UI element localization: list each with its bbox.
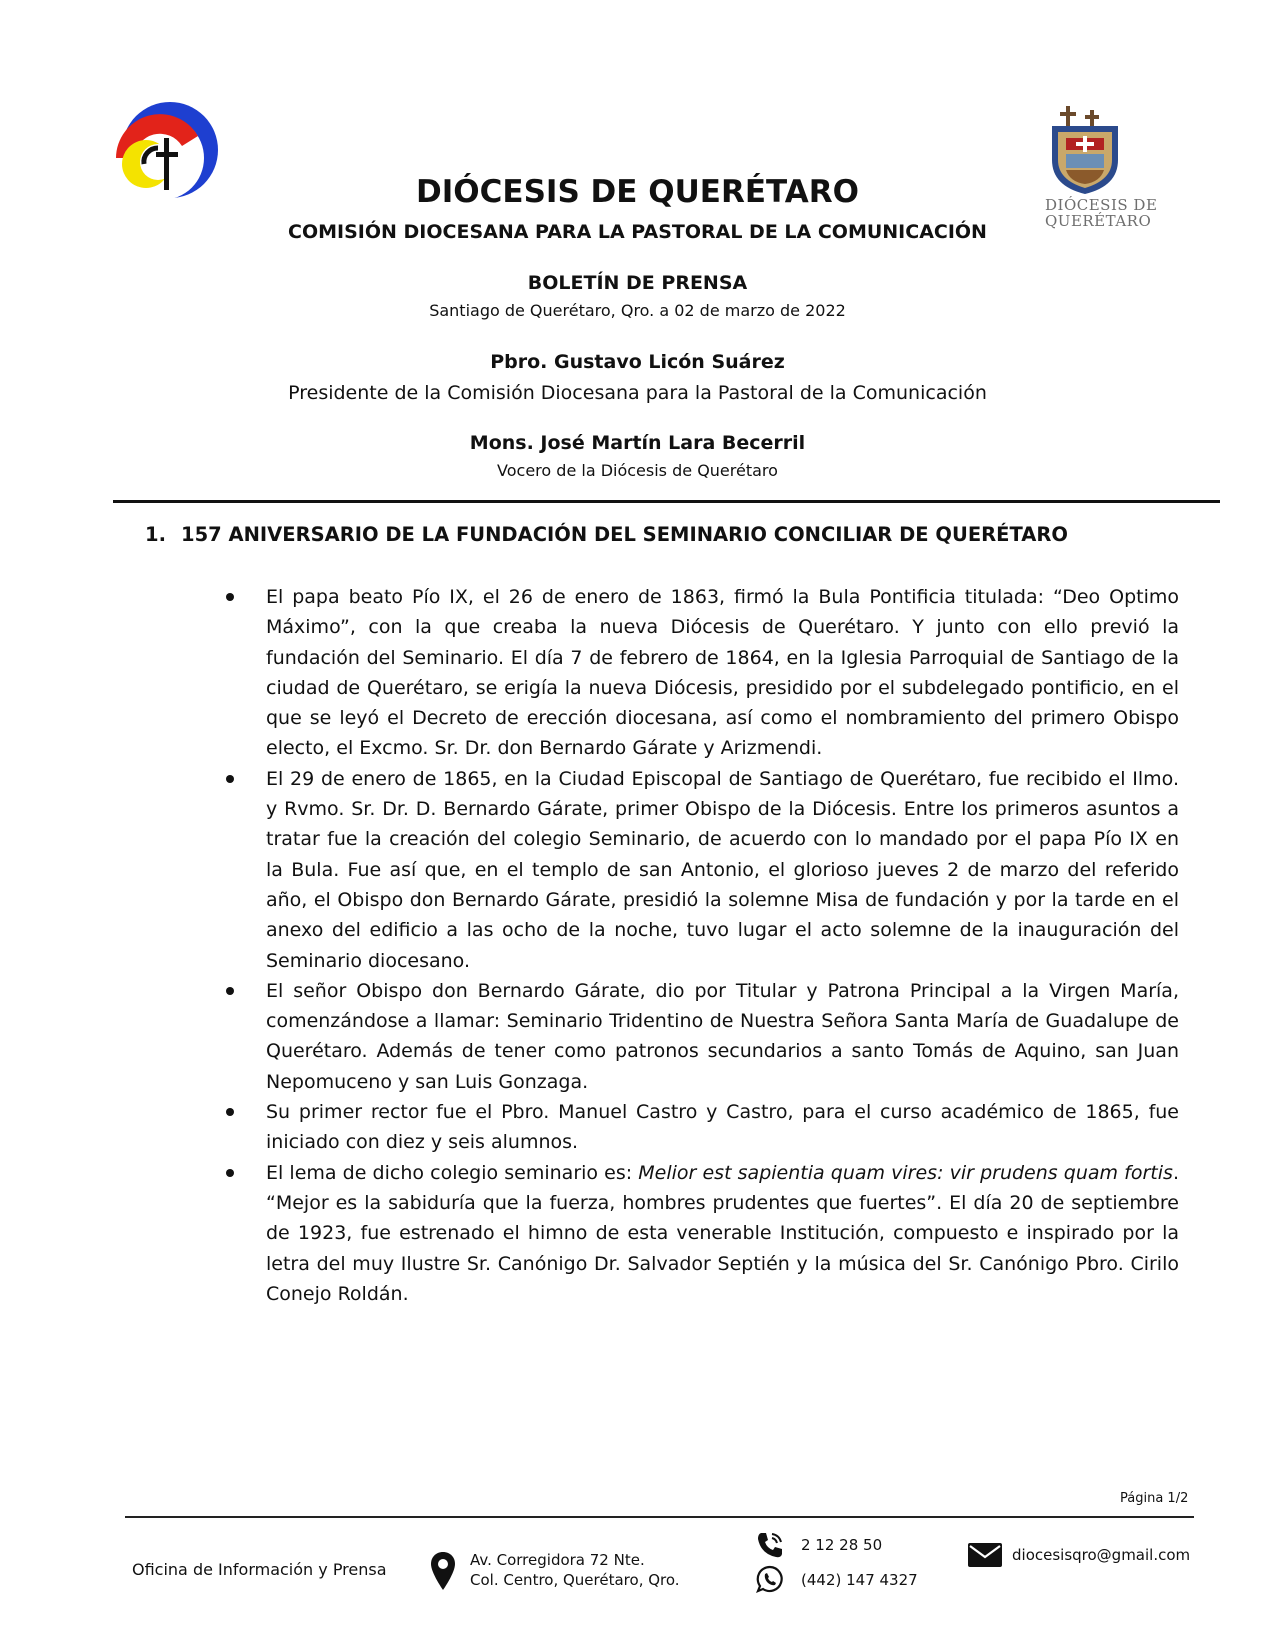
president-name: Pbro. Gustavo Licón Suárez	[490, 351, 785, 373]
list-item	[226, 976, 1179, 1097]
footer-office-name: Oficina de Información y Prensa	[132, 1560, 387, 1579]
list-item	[226, 1158, 1179, 1309]
latin-motto: Melior est sapientia quam vires: vir prudens quam fortis	[638, 1161, 1173, 1184]
bullet-icon	[226, 593, 234, 601]
footer-address	[470, 1550, 680, 1590]
date-line: Santiago de Querétaro, Qro. a 02 de marzo de 2022	[429, 301, 846, 320]
list-item-text: Su primer rector fue el Pbro. Manuel Castro y Castro, para el curso académico de 1865, fue iniciado con diez y seis alumnos.	[266, 1101, 1179, 1154]
list-item-text: El 29 de enero de 1865, en la Ciudad Episcopal de Santiago de Querétaro, fue recibido el Ilmo. y Rvmo. Sr. Dr. D. Bernardo Gárate, primer Obispo de la Diócesis. Entre los primeros asuntos a tratar fue la creación del colegio Seminario, de acuerdo con lo mandado por el papa Pío IX en la Bula. Fue así que, en el templo de san Antonio, el glorioso jueves 2 de marzo del referido año, el Obispo don Bernardo Gárate, presidió la solemne Misa de fundación y por la tarde en el anexo del edificio a las ocho de la noche, tuvo lugar el acto solemne de la inauguración del Seminario diocesano.	[266, 767, 1179, 972]
bullet-icon	[226, 775, 234, 783]
location-pin-icon	[430, 1551, 456, 1591]
phone-number: 2 12 28 50	[801, 1536, 883, 1554]
list-item-text: El papa beato Pío IX, el 26 de enero de 1863, firmó la Bula Pontificia titulada: “Deo Optimo Máximo”, con la que creaba la nueva Diócesis de Querétaro. Y junto con ello previó la fundación del Seminario. El día 7 de febrero de 1864, en la Iglesia Parroquial de Santiago de la ciudad de Querétaro, se erigía la nueva Diócesis, presidido por el subdelegado pontificio, en el que se leyó el Decreto de erección diocesana, así como el nombramiento del primero Obispo electo, el Excmo. Sr. Dr. don Bernardo Gárate y Arizmendi.	[266, 586, 1179, 760]
list-item	[226, 582, 1179, 764]
logo-caption-line1: DIÓCESIS DE	[1045, 196, 1158, 214]
section-title: 157 ANIVERSARIO DE LA FUNDACIÓN DEL SEMINARIO CONCILIAR DE QUERÉTARO	[181, 523, 1068, 546]
page-number: Página 1/2	[1120, 1491, 1189, 1506]
list-item	[226, 1097, 1179, 1158]
list-item	[226, 764, 1179, 976]
footer-email: diocesisqro@gmail.com	[1012, 1546, 1191, 1564]
footer-divider	[125, 1516, 1194, 1518]
phone-icon	[755, 1530, 785, 1560]
section-heading	[145, 521, 1205, 549]
footer-phones	[801, 1535, 918, 1590]
commission-name: COMISIÓN DIOCESANA PARA LA PASTORAL DE LA COMUNICACIÓN	[288, 221, 987, 243]
whatsapp-icon	[756, 1565, 784, 1593]
address-line2: Col. Centro, Querétaro, Qro.	[470, 1571, 680, 1589]
bulletin-label: BOLETÍN DE PRENSA	[527, 272, 748, 294]
bullet-icon	[226, 1169, 234, 1177]
bullet-list	[226, 582, 1179, 1309]
list-item-text: . “Mejor es la sabiduría que la fuerza, hombres prudentes que fuertes”. El día 20 de septiembre de 1923, fue estrenado el himno de esta venerable Institución, compuesto e inspirado por la letra del muy Ilustre Sr. Canónigo Dr. Salvador Septién y la música del Sr. Canónigo Pbro. Cirilo Conejo Roldán.	[266, 1161, 1179, 1305]
mail-icon	[968, 1543, 1002, 1567]
spokesperson-name: Mons. José Martín Lara Becerril	[469, 432, 806, 454]
spokesperson-role: Vocero de la Diócesis de Querétaro	[497, 461, 778, 480]
logo-caption-line2: QUERÉTARO	[1045, 212, 1152, 230]
section-number: 1.	[145, 523, 166, 546]
list-item-text: El señor Obispo don Bernardo Gárate, dio por Titular y Patrona Principal a la Virgen María, comenzándose a llamar: Seminario Tridentino de Nuestra Señora Santa María de Guadalupe de Querétaro. Además de tener como patronos secundarios a santo Tomás de Aquino, san Juan Nepomuceno y san Luis Gonzaga.	[266, 979, 1179, 1093]
header-divider	[113, 500, 1220, 503]
address-line1: Av. Corregidora 72 Nte.	[470, 1551, 645, 1569]
bullet-icon	[226, 987, 234, 995]
whatsapp-number: (442) 147 4327	[801, 1571, 918, 1589]
document-title: DIÓCESIS DE QUERÉTARO	[416, 174, 859, 210]
bullet-icon	[226, 1108, 234, 1116]
list-item-intro: El lema de dicho colegio seminario es:	[266, 1161, 639, 1184]
president-role: Presidente de la Comisión Diocesana para la Pastoral de la Comunicación	[288, 382, 987, 404]
